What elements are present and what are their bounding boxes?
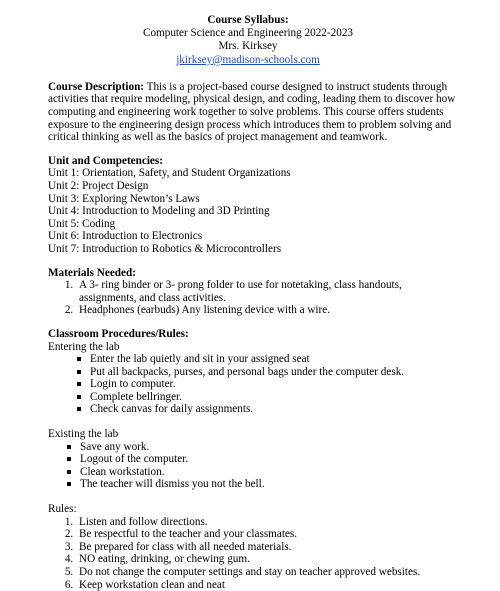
materials-heading: Materials Needed: <box>48 266 136 279</box>
list-item: 5. Do not change the computer settings and stay on teacher approved websites. <box>76 566 458 579</box>
list-item: Put all backpacks, purses, and personal bags under the computer desk. <box>90 366 458 379</box>
list-item: Clean workstation. <box>80 466 458 479</box>
teacher-name: Mrs. Kirksey <box>218 40 278 53</box>
unit-item: Unit 3: Exploring Newton’s Laws <box>48 192 200 205</box>
unit-item: Unit 7: Introduction to Robotics & Microcontrollers <box>48 242 282 255</box>
rules-list <box>48 516 458 591</box>
exiting-list <box>48 441 458 491</box>
list-item: 6. Keep workstation clean and neat <box>76 579 458 591</box>
exiting-label: Existing the lab <box>48 428 119 441</box>
description-text: This is a project-based course designed to instruct students through activities that require modeling, physical design, and coding, leading them to discover how computing and engineering work together to solve problems. This course offers students exposure to the engineering design process which introduces them to problem solving and critical thinking as well as the basics of project management and teamwork. <box>48 80 456 144</box>
list-item: Login to computer. <box>90 378 458 391</box>
teacher-email-link[interactable]: jkirksey@madison-schools.com <box>176 53 320 66</box>
units-section <box>48 155 458 256</box>
list-item: 2. Be respectful to the teacher and your classmates. <box>76 528 458 541</box>
unit-item: Unit 2: Project Design <box>48 179 149 192</box>
list-item: 2. Headphones (earbuds) Any listening device with a wire. <box>76 304 458 317</box>
description-label: Course Description: <box>48 80 145 93</box>
unit-item: Unit 1: Orientation, Safety, and Student Organizations <box>48 167 291 180</box>
unit-item: Unit 5: Coding <box>48 217 116 230</box>
syllabus-header <box>48 14 448 67</box>
list-item: Complete bellringer. <box>90 391 458 404</box>
materials-section <box>48 267 458 317</box>
materials-list <box>48 279 458 317</box>
document-title: Course Syllabus: <box>207 14 289 26</box>
list-item: 4. NO eating, drinking, or chewing gum. <box>76 553 458 566</box>
units-heading: Unit and Competencies: <box>48 154 163 167</box>
list-item: 3. Be prepared for class with all needed materials. <box>76 541 458 554</box>
list-item: 1. A 3- ring binder or 3- prong folder to use for notetaking, class handouts, assignments, and class activities. <box>76 279 458 304</box>
list-item: Enter the lab quietly and sit in your assigned seat <box>90 353 458 366</box>
list-item: The teacher will dismiss you not the bell. <box>80 478 458 491</box>
list-item: Check canvas for daily assignments. <box>90 403 458 416</box>
entering-label: Entering the lab <box>48 340 120 353</box>
course-name: Computer Science and Engineering 2022-2023 <box>142 27 354 40</box>
procedures-section <box>48 328 458 591</box>
list-item: Logout of the computer. <box>80 453 458 466</box>
list-item: 1. Listen and follow directions. <box>76 516 458 529</box>
procedures-heading: Classroom Procedures/Rules: <box>48 327 189 340</box>
unit-item: Unit 6: Introduction to Electronics <box>48 230 203 243</box>
unit-item: Unit 4: Introduction to Modeling and 3D Printing <box>48 205 270 218</box>
list-item: Save any work. <box>80 441 458 454</box>
entering-list <box>48 353 458 416</box>
course-description <box>48 81 458 144</box>
rules-label: Rules: <box>48 503 77 516</box>
